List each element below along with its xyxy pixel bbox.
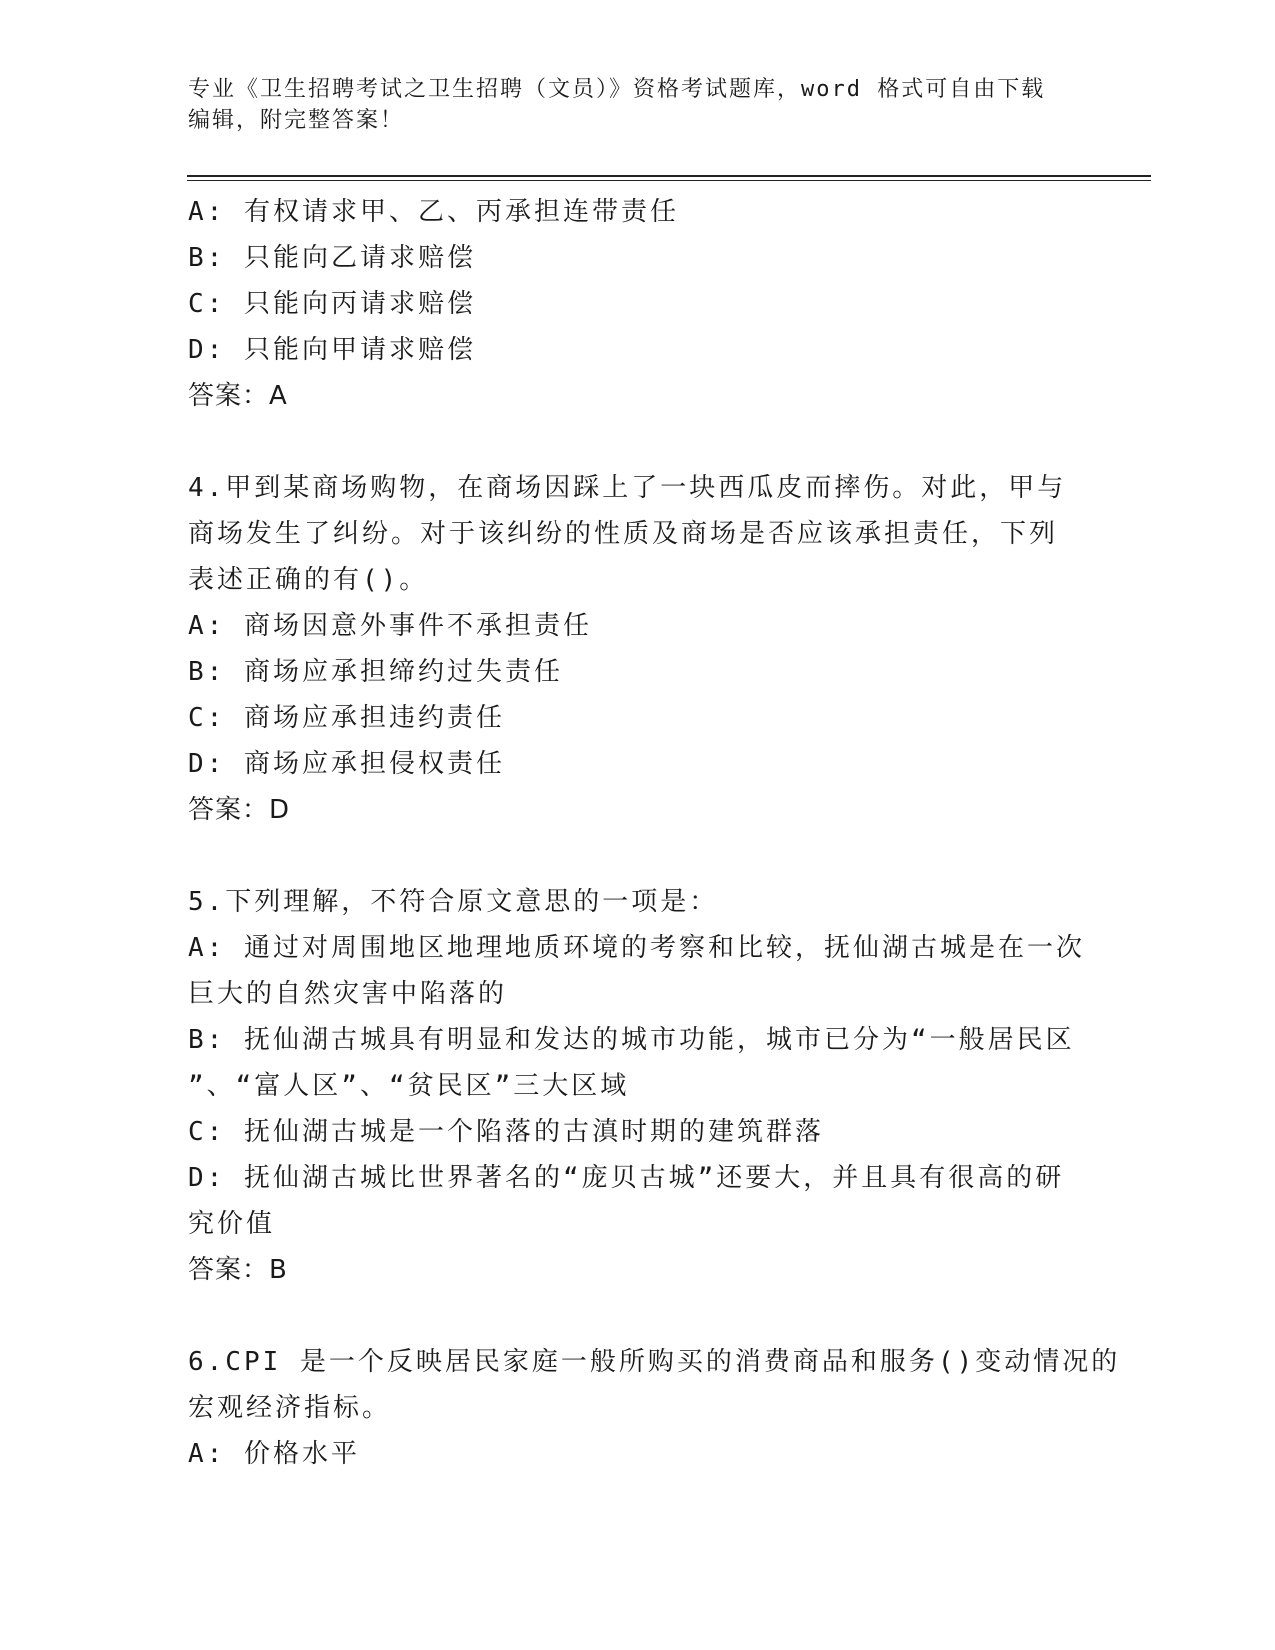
answer-line: 答案：B xyxy=(188,1255,288,1285)
question-stem-line: 5.下列理解，不符合原文意思的一项是： xyxy=(188,887,719,917)
option-b-continued: ”、“富人区”、“贫民区”三大区域 xyxy=(188,1071,630,1101)
option-b: B: 商场应承担缔约过失责任 xyxy=(188,657,563,687)
option-c: C: 只能向丙请求赔偿 xyxy=(188,289,476,319)
question-stem-line: 商场发生了纠纷。对于该纠纷的性质及商场是否应该承担责任，下列 xyxy=(188,519,1059,549)
answer-line: 答案：D xyxy=(188,795,291,825)
header-line-1: 专业《卫生招聘考试之卫生招聘（文员）》资格考试题库，word 格式可自由下载 xyxy=(188,77,1046,102)
question-4 xyxy=(188,465,1088,833)
question-stem-line: 表述正确的有()。 xyxy=(188,565,429,595)
option-c: C: 商场应承担违约责任 xyxy=(188,703,505,733)
question-5 xyxy=(188,879,1088,1293)
document-header xyxy=(188,74,1088,136)
option-b: B: 只能向乙请求赔偿 xyxy=(188,243,476,273)
option-d: D: 抚仙湖古城比世界著名的“庞贝古城”还要大，并且具有很高的研 xyxy=(188,1163,1065,1193)
option-d: D: 商场应承担侵权责任 xyxy=(188,749,505,779)
option-d-continued: 究价值 xyxy=(188,1209,276,1239)
header-divider xyxy=(187,175,1151,181)
question-3 xyxy=(188,189,1088,419)
question-stem-line: 6.CPI 是一个反映居民家庭一般所购买的消费商品和服务()变动情况的 xyxy=(188,1347,1121,1377)
question-stem-line: 宏观经济指标。 xyxy=(188,1393,392,1423)
option-a: A: 价格水平 xyxy=(188,1439,360,1469)
option-a: A: 有权请求甲、乙、丙承担连带责任 xyxy=(188,197,679,227)
option-c: C: 抚仙湖古城是一个陷落的古滇时期的建筑群落 xyxy=(188,1117,824,1147)
header-line-2: 编辑，附完整答案！ xyxy=(188,108,405,133)
question-6 xyxy=(188,1339,1121,1477)
question-stem-line: 4.甲到某商场购物，在商场因踩上了一块西瓜皮而摔伤。对此，甲与 xyxy=(188,473,1067,503)
option-b: B: 抚仙湖古城具有明显和发达的城市功能，城市已分为“一般居民区 xyxy=(188,1025,1075,1055)
option-a: A: 通过对周围地区地理地质环境的考察和比较，抚仙湖古城是在一次 xyxy=(188,933,1085,963)
option-a-continued: 巨大的自然灾害中陷落的 xyxy=(188,979,508,1009)
document-body xyxy=(188,189,1121,1477)
answer-line: 答案：A xyxy=(188,381,288,411)
option-a: A: 商场因意外事件不承担责任 xyxy=(188,611,592,641)
option-d: D: 只能向甲请求赔偿 xyxy=(188,335,476,365)
